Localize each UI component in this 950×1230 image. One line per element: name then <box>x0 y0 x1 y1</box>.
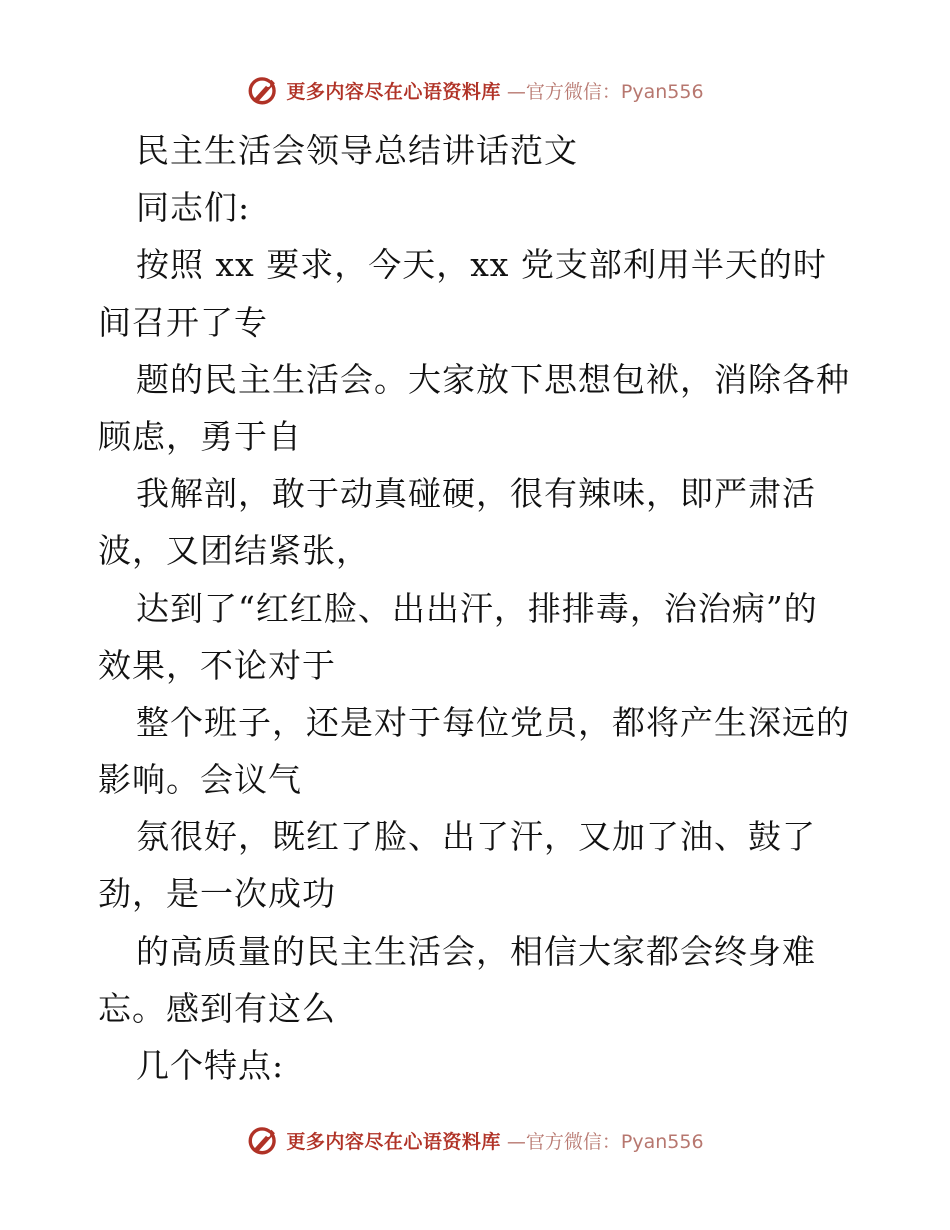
watermark-suffix-text: —官方微信：Pyan556 <box>506 80 704 103</box>
text-line: 氛很好，既红了脸、出了汗，又加了油、鼓了 <box>136 817 816 857</box>
text-line: 劲，是一次成功 <box>98 874 336 914</box>
text-line: 波，又团结紧张， <box>98 531 370 571</box>
text-line: 的高质量的民主生活会，相信大家都会终身难 <box>136 931 816 971</box>
text-line: 整个班子，还是对于每位党员，都将产生深远的 <box>136 702 850 742</box>
text-line: 题的民主生活会。大家放下思想包袱，消除各种 <box>136 359 850 399</box>
pen-nib-logo-icon <box>246 1123 280 1157</box>
text-line: 达到了“红红脸、出出汗，排排毒，治治病”的 <box>136 588 818 628</box>
footer-watermark-banner <box>0 1120 950 1160</box>
document-body <box>98 122 868 1094</box>
text-line: 顾虑，勇于自 <box>98 416 302 456</box>
watermark-suffix-text: —官方微信：Pyan556 <box>506 1130 704 1153</box>
text-line: 忘。感到有这么 <box>98 988 336 1028</box>
watermark-main-text: 更多内容尽在心语资料库 <box>286 1130 501 1153</box>
text-line: 间召开了专 <box>98 302 268 342</box>
text-line: 我解剖，敢于动真碰硬，很有辣味，即严肃活 <box>136 474 816 514</box>
text-line: 几个特点: <box>136 1046 285 1085</box>
text-line: 同志们: <box>136 188 251 228</box>
text-line: 影响。会议气 <box>98 760 302 800</box>
document-title: 民主生活会领导总结讲话范文 <box>136 131 578 170</box>
pen-nib-logo-icon <box>246 73 280 107</box>
header-watermark-banner <box>0 70 950 110</box>
text-line: 按照 xx 要求，今天，xx 党支部利用半天的时 <box>136 245 827 285</box>
text-line: 效果，不论对于 <box>98 645 336 685</box>
watermark-main-text: 更多内容尽在心语资料库 <box>286 80 501 103</box>
